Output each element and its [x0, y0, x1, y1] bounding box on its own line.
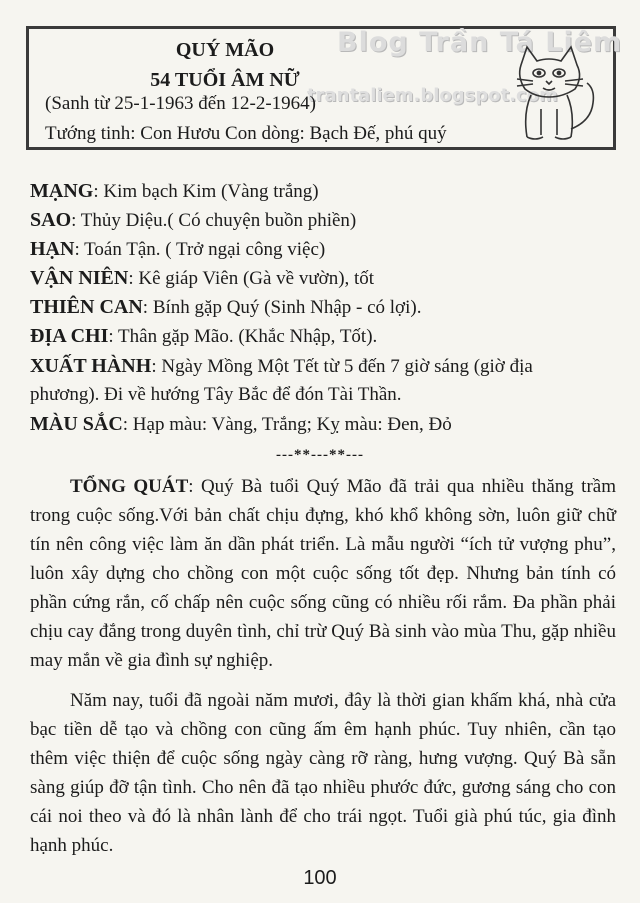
page-title: QUÝ MÃO [175, 39, 275, 61]
attr-value: : Ngày Mồng Một Tết từ 5 đến 7 giờ sáng (giờ địa [151, 356, 533, 377]
star-line: Tướng tinh: Con Hươu Con dòng: Bạch Đế, phú quý [45, 123, 447, 144]
attr-dia-chi [30, 325, 377, 348]
attr-mau-sac [30, 413, 452, 436]
age-subtitle: 54 TUỔI ÂM NỮ [150, 69, 300, 91]
attr-label: HẠN [30, 238, 75, 260]
attr-label: VẬN NIÊN [30, 267, 129, 289]
attr-label: XUẤT HÀNH [30, 355, 152, 377]
attr-label: MÀU SẮC [30, 413, 123, 435]
watermark-blog-title: Blog Trần Tá Liêm [337, 27, 623, 58]
attr-label: MẠNG [30, 180, 94, 202]
cat-illustration [501, 43, 601, 145]
attr-value: : Toán Tận. ( Trở ngại công việc) [74, 239, 326, 260]
attr-mang [30, 180, 319, 203]
attr-xuat-hanh-cont: phương). Đi về hướng Tây Bắc để đón Tài Thần. [30, 384, 402, 405]
attr-van-nien [30, 267, 374, 290]
attr-label: SAO [30, 209, 72, 231]
header-box [26, 26, 623, 150]
page-number: 100 [303, 867, 337, 889]
attr-sao [30, 209, 356, 232]
attr-thien-can [30, 296, 421, 319]
section-separator: ---**---**--- [276, 447, 364, 463]
paragraph-2-text: Năm nay, tuổi đã ngoài năm mươi, đây là thời gian khấm khá, nhà cửa bạc tiền dễ tạo và chồng con cũng ấm êm hạnh phúc. Tuy nhiên, cần tạo thêm việc thiện để cuộc sống ngày càng rỡ ràng, hưng vượng. Quý Bà sẵn sàng giúp đỡ tận tình. Cho nên đã tạo nhiều phước đức, gương sáng cho con cái noi theo và đó là nhân lành để cho trái ngọt. Tuổi già phú túc, gia đình hạnh phúc. [30, 690, 616, 856]
attr-xuat-hanh [30, 355, 533, 378]
birth-range: (Sanh từ 25-1-1963 đến 12-2-1964) [45, 93, 316, 114]
attr-value: : Thủy Diệu.( Có chuyện buồn phiền) [71, 210, 357, 231]
paragraph-2 [30, 686, 616, 860]
attr-value: : Bính gặp Quý (Sinh Nhập - có lợi). [142, 297, 422, 318]
watermark-url: trantaliem.blogspot.com [307, 85, 558, 106]
attr-value: : Kim bạch Kim (Vàng trắng) [93, 181, 319, 202]
attr-han [30, 238, 325, 261]
attr-value: : Hạp màu: Vàng, Trắng; Kỵ màu: Đen, Đỏ [122, 414, 452, 435]
attr-label: ĐỊA CHI [30, 325, 109, 347]
attr-value: : Thân gặp Mão. (Khắc Nhập, Tốt). [108, 326, 378, 347]
attr-value: : Kê giáp Viên (Gà về vườn), tốt [128, 268, 375, 289]
overview-label: TỔNG QUÁT [70, 476, 189, 497]
attr-label: THIÊN CAN [30, 296, 143, 318]
overview-text: : Quý Bà tuổi Quý Mão đã trải qua nhiều thăng trầm trong cuộc sống.Với bản chất chịu đựng, khó khổ không sờn, luôn giữ chữ tín nên công việc làm ăn dần phát triển. Là mẫu người “ích tử vượng phu”, luôn xây dựng cho chồng con một cuộc sống tốt đẹp. Nhưng bản tính có phần cứng rắn, cố chấp nên cuộc sống cũng có nhiều rối rắm. Đa phần phải chịu cay đắng trong duyên tình, chỉ trừ Quý Bà sinh vào mùa Thu, gặp nhiều may mắn về gia đình sự nghiệp. [30, 476, 616, 671]
overview-paragraph [30, 472, 616, 675]
